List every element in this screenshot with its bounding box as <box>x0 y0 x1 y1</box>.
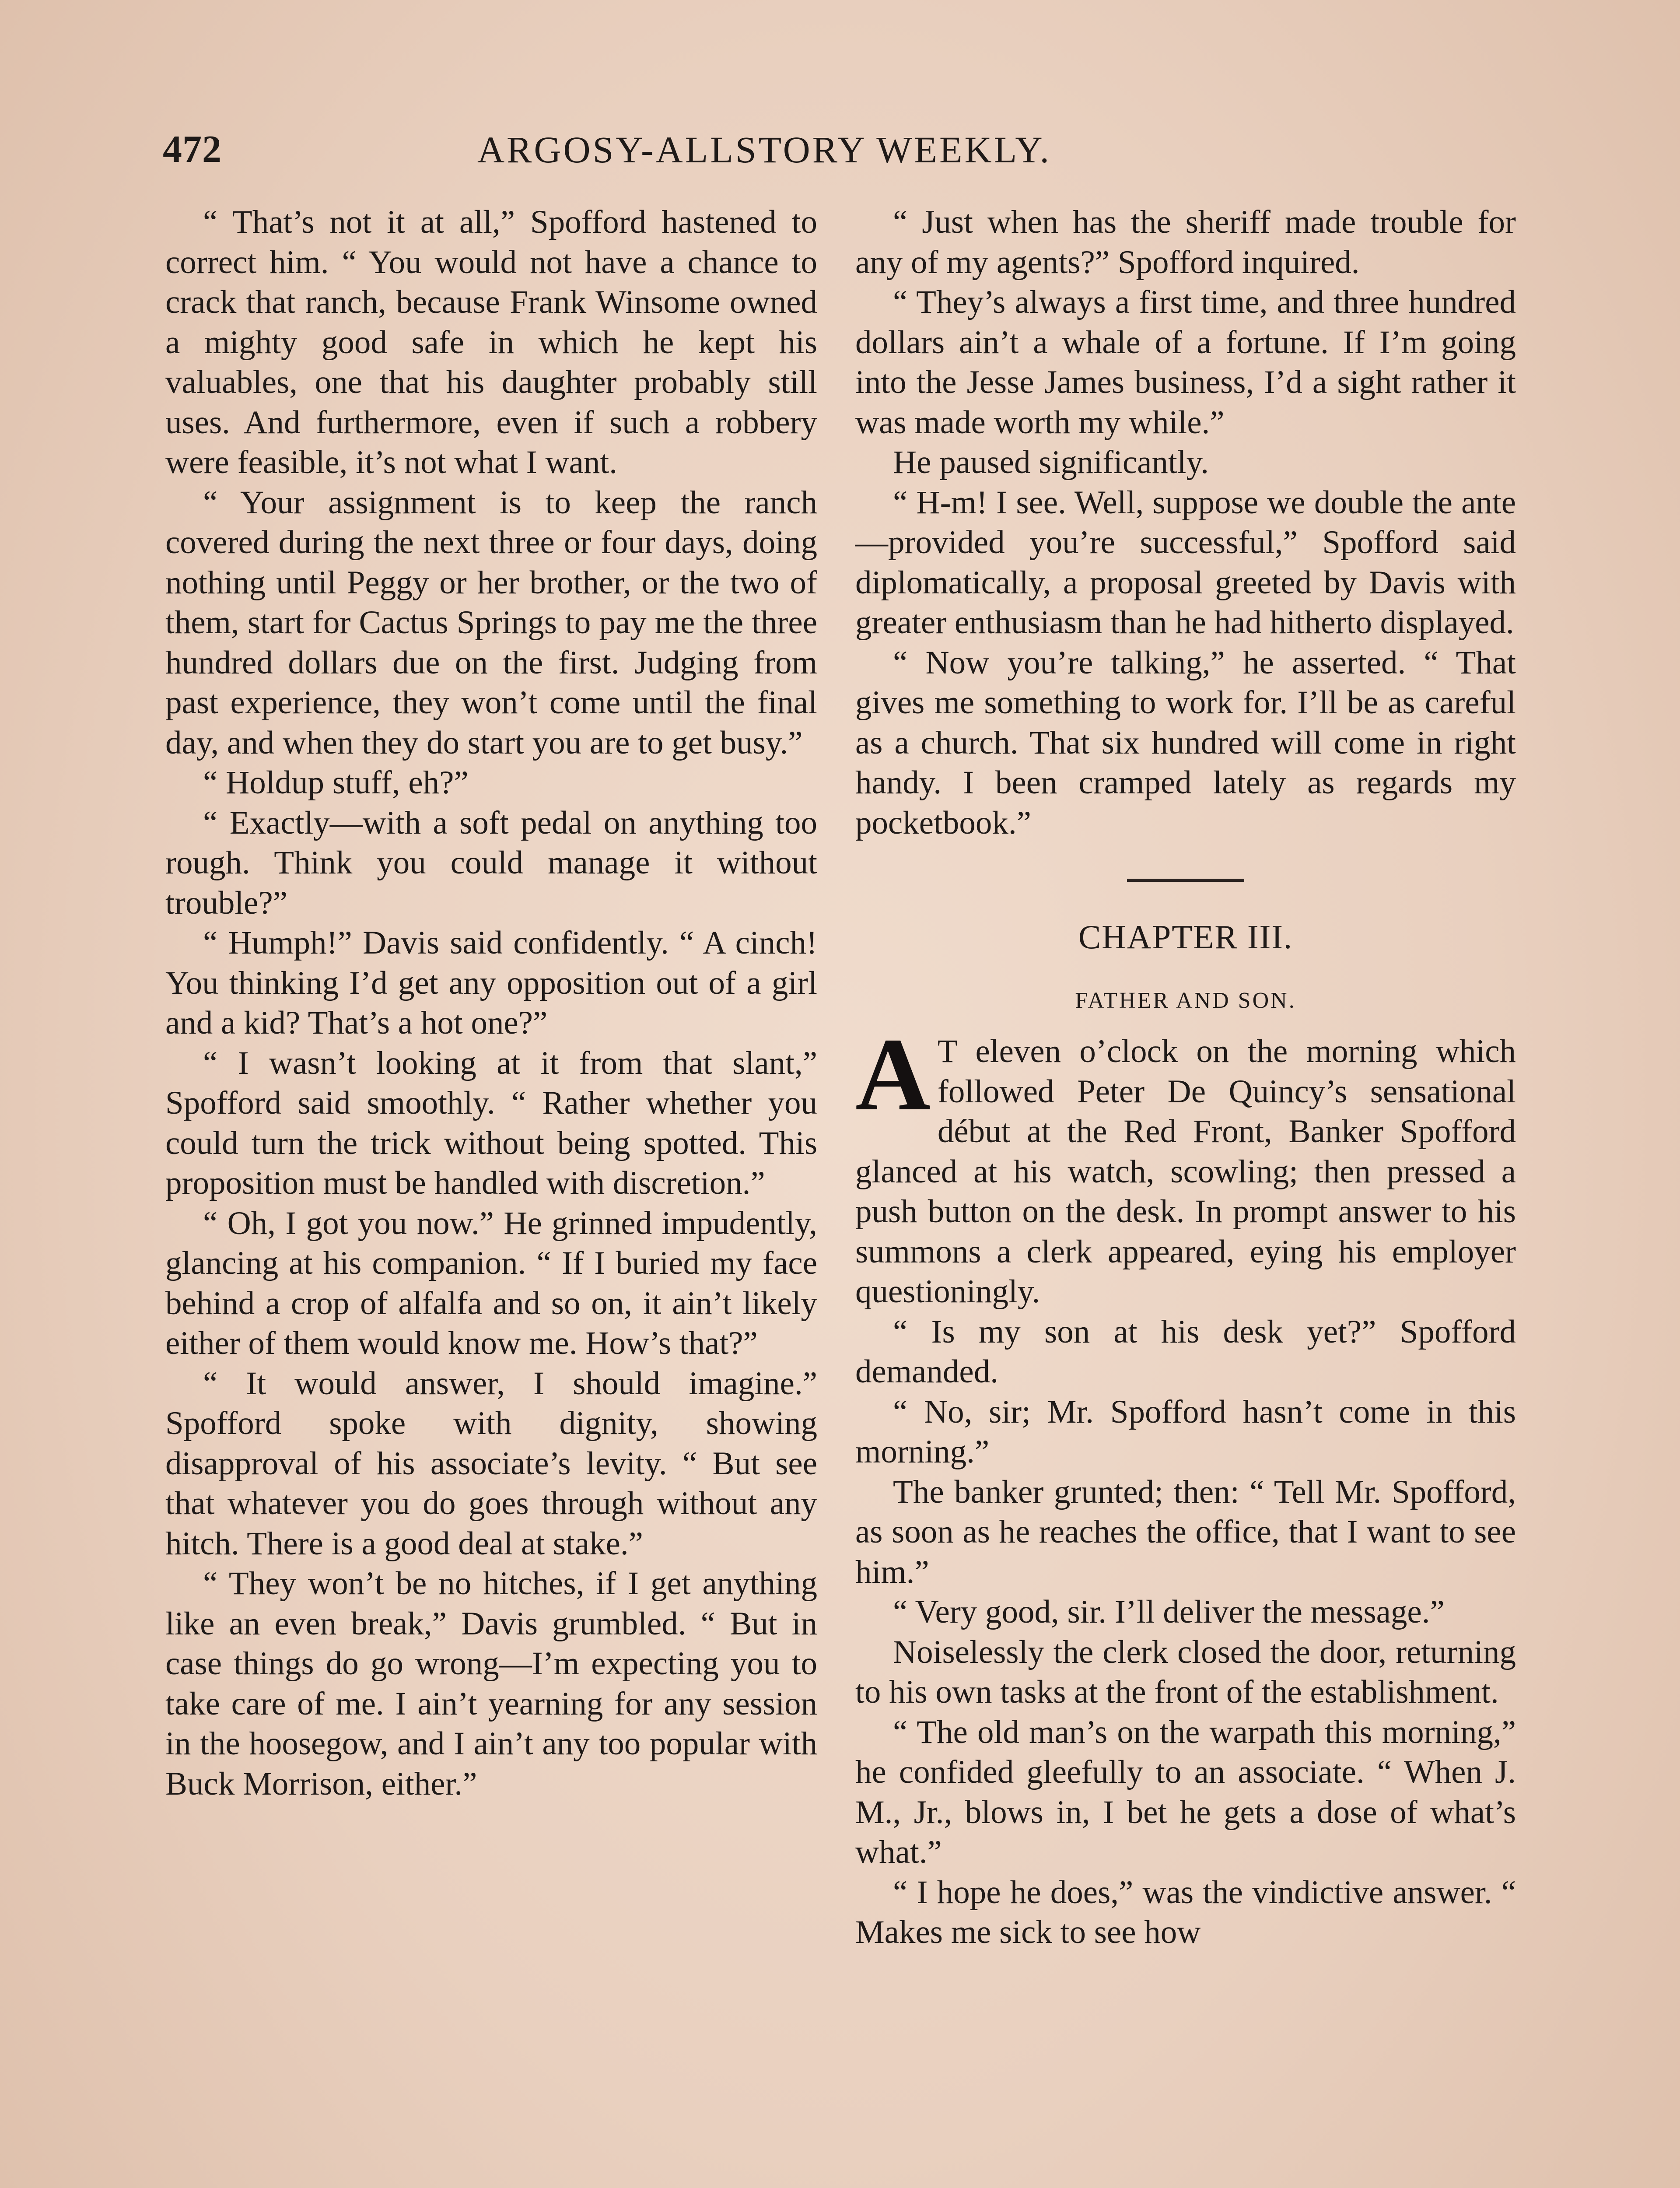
paragraph: “ I hope he does,” was the vindictive answer. “ Makes me sick to see how <box>855 1874 1516 1950</box>
chapter-heading: CHAPTER III. <box>1078 918 1293 956</box>
magazine-title: ARGOSY-ALLSTORY WEEKLY. <box>477 129 1052 171</box>
paragraph: “ Just when has the sheriff made trouble for any of my agents?” Spofford inquired. <box>855 204 1516 281</box>
drop-cap: A <box>855 1017 931 1132</box>
paragraph: “ No, sir; Mr. Spofford hasn’t come in this morning.” <box>855 1393 1516 1470</box>
paragraph: “ Exactly—with a soft pedal on anything too rough. Think you could manage it without trouble?” <box>165 804 817 921</box>
paragraph: Noiselessly the clerk closed the door, returning to his own tasks at the front of the establishment. <box>855 1634 1516 1710</box>
paragraph: “ H-m! I see. Well, suppose we double the ante—provided you’re successful,” Spofford said diplomatically, a proposal greeted by Davis with greater enthusiasm than he had hitherto displayed. <box>855 484 1516 641</box>
paragraph: “ Holdup stuff, eh?” <box>203 764 469 801</box>
paragraph: “ Oh, I got you now.” He grinned impudently, glancing at his companion. “ If I buried my face behind a crop of alfalfa and so on, it ain’t likely either of them would know me. How’s that?” <box>165 1205 817 1361</box>
paragraph: “ Now you’re talking,” he asserted. “ That gives me something to work for. I’ll be as careful as a church. That six hundred will come in right handy. I been cramped lately as regards my pocketbook.” <box>855 644 1516 841</box>
chapter-subtitle: FATHER AND SON. <box>1075 988 1296 1013</box>
paragraph: “ I wasn’t looking at it from that slant,” Spofford said smoothly. “ Rather whether you could turn the trick without being spotted. This proposition must be handled with discretion.” <box>165 1045 817 1201</box>
paragraph: “ Very good, sir. I’ll deliver the message.” <box>893 1594 1445 1630</box>
paragraph: The banker grunted; then: “ Tell Mr. Spofford, as soon as he reaches the office, that I want to see him.” <box>855 1473 1516 1590</box>
paragraph: “ Is my son at his desk yet?” Spofford demanded. <box>855 1313 1516 1390</box>
paragraph: “ It would answer, I should imagine.” Spofford spoke with dignity, showing disapproval of his associate’s levity. “ But see that whatever you do goes through without any hitch. There is a good deal at stake.” <box>165 1365 817 1562</box>
opening-text: T eleven o’clock on the morning which followed Peter De Quincy’s sensational début at the Red Front, Banker Spofford glanced at his watch, scowling; then pressed a push button on the desk. In prompt answer to his summons a clerk appeared, eying his employer questioningly. <box>855 1033 1516 1310</box>
paragraph: “ That’s not it at all,” Spofford hastened to correct him. “ You would not have a chance to crack that ranch, because Frank Winsome owned a mighty good safe in which he kept his valuables, one that his daughter probably still uses. And furthermore, even if such a robbery were feasible, it’s not what I want. <box>165 204 817 480</box>
chapter-opening-paragraph <box>855 1017 1516 1312</box>
paragraph: “ They won’t be no hitches, if I get anything like an even break,” Davis grumbled. “ But in case things do go wrong—I’m expecting you to take care of me. I ain’t yearning for any session in the hoosegow, and I ain’t any too popular with Buck Morrison, either.” <box>165 1565 817 1802</box>
paragraph: “ Your assignment is to keep the ranch covered during the next three or four days, doing nothing until Peggy or her brother, or the two of them, start for Cactus Springs to pay me the three hundred dollars due on the first. Judging from past experience, they won’t come until the final day, and when they do start you are to get busy.” <box>165 484 817 761</box>
right-column <box>855 202 1516 1953</box>
paragraph: “ They’s always a first time, and three hundred dollars ain’t a whale of a fortune. If I’m going into the Jesse James business, I’d a sight rather it was made worth my while.” <box>855 284 1516 441</box>
paragraph: “ The old man’s on the warpath this morning,” he confided gleefully to an associate. “ When J. M., Jr., blows in, I bet he gets a dose of what’s what.” <box>855 1714 1516 1870</box>
section-divider <box>1127 879 1244 882</box>
page-header <box>163 123 1519 176</box>
left-column <box>165 202 817 1804</box>
page-number: 472 <box>163 128 222 171</box>
paragraph: “ Humph!” Davis said confidently. “ A cinch! You thinking I’d get any opposition out of a girl and a kid? That’s a hot one?” <box>165 925 817 1041</box>
paragraph: He paused significantly. <box>893 444 1209 480</box>
